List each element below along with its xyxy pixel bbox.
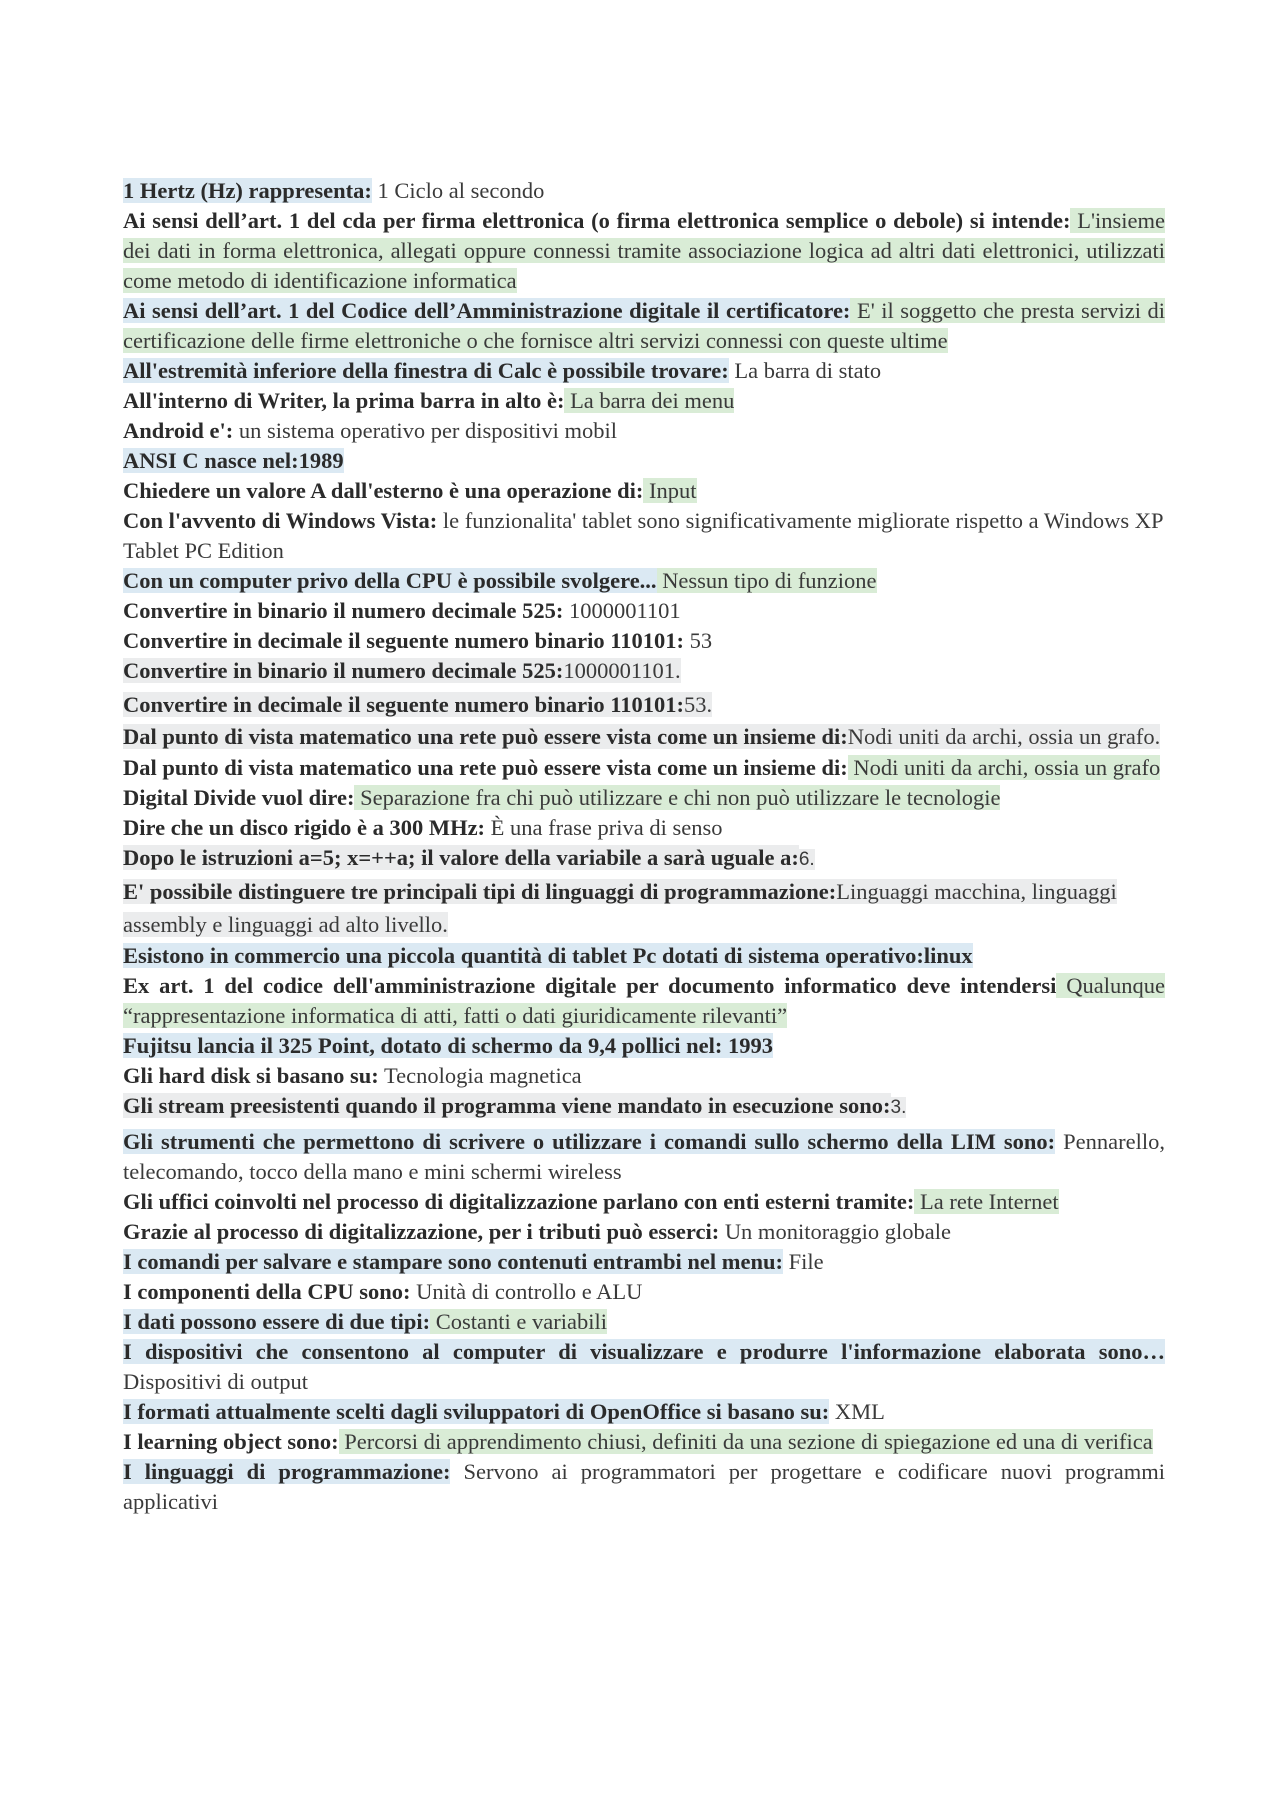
answer-text: 1000001101 <box>563 598 681 623</box>
answer-text: Input <box>643 478 697 503</box>
question-text: Gli stream preesistenti quando il programma viene mandato in esecuzione sono: <box>123 1093 891 1118</box>
answer-text: Servono ai programmatori per progettare e codificare nuovi programmi applicativi <box>123 1459 1165 1514</box>
question-text: All'interno di Writer, la prima barra in alto è: <box>123 388 565 413</box>
qa-item <box>123 386 1165 416</box>
qa-item <box>123 206 1165 296</box>
question-text: E' possibile distinguere tre principali tipi di linguaggi di programmazione: <box>123 879 837 904</box>
question-text: All'estremità inferiore della finestra di Calc è possibile trovare: <box>123 358 729 383</box>
answer-text: Un monitoraggio globale <box>719 1219 952 1244</box>
qa-item <box>123 1031 1165 1061</box>
question-text: I learning object sono: <box>123 1429 339 1454</box>
answer-text: La rete Internet <box>914 1189 1059 1214</box>
question-text: I componenti della CPU sono: <box>123 1279 411 1304</box>
qa-item <box>123 446 1165 476</box>
question-text: Digital Divide vuol dire: <box>123 785 355 810</box>
qa-item <box>123 506 1165 566</box>
question-text: Convertire in decimale il seguente numero binario 110101: <box>123 692 684 717</box>
qa-item <box>123 1397 1165 1427</box>
answer-text: Linguaggi macchina, linguaggi assembly e linguaggi ad alto livello. <box>123 879 1117 937</box>
answer-text: Qualunque “rappresentazione informatica di atti, fatti o dati giuridicamente rilevanti” <box>123 973 1165 1028</box>
qa-item <box>123 476 1165 506</box>
question-text: Ex art. 1 del codice dell'amministrazione digitale per documento informatico deve intendersi <box>123 973 1057 998</box>
qa-item <box>123 656 1165 686</box>
question-text: I dispositivi che consentono al computer di visualizzare e produrre l'informazione elaborata sono… <box>123 1339 1165 1364</box>
document-body <box>123 176 1165 1517</box>
answer-text: Nodi uniti da archi, ossia un grafo <box>847 755 1161 780</box>
answer-text: 6. <box>798 849 815 870</box>
question-text: Dal punto di vista matematico una rete può essere vista come un insieme di: <box>123 755 848 780</box>
question-text: Convertire in decimale il seguente numero binario 110101: <box>123 628 684 653</box>
question-text: Esistono in commercio una piccola quantità di tablet Pc dotati di sistema operativo:linux <box>123 943 973 968</box>
qa-item <box>123 1061 1165 1091</box>
answer-text: Nessun tipo di funzione <box>656 568 877 593</box>
answer-text: Nodi uniti da archi, ossia un grafo. <box>847 724 1161 749</box>
qa-item <box>123 813 1165 843</box>
question-text: Convertire in binario il numero decimale 525: <box>123 598 564 623</box>
question-text: Dire che un disco rigido è a 300 MHz: <box>123 815 486 840</box>
qa-item <box>123 690 1165 720</box>
qa-item <box>123 416 1165 446</box>
question-text: I formati attualmente scelti dagli sviluppatori di OpenOffice si basano su: <box>123 1399 830 1424</box>
qa-item <box>123 626 1165 656</box>
qa-item <box>123 1457 1165 1517</box>
qa-item <box>123 1217 1165 1247</box>
qa-item <box>123 971 1165 1031</box>
answer-text: Separazione fra chi può utilizzare e chi non può utilizzare le tecnologie <box>354 785 1001 810</box>
answer-text: E' il soggetto che presta servizi di certificazione delle firme elettroniche o che fornisce altri servizi connessi con queste ultime <box>123 298 1166 353</box>
answer-text: Unità di controllo e ALU <box>410 1279 643 1304</box>
qa-item <box>123 1427 1165 1457</box>
qa-item <box>123 941 1165 971</box>
question-text: I comandi per salvare e stampare sono contenuti entrambi nel menu: <box>123 1249 783 1274</box>
qa-item <box>123 843 1165 875</box>
question-text: Android e': <box>123 418 234 443</box>
qa-item <box>123 720 1165 753</box>
question-text: I linguaggi di programmazione: <box>123 1459 451 1484</box>
question-text: Gli uffici coinvolti nel processo di digitalizzazione parlano con enti esterni tramite: <box>123 1189 915 1214</box>
qa-item <box>123 1091 1165 1123</box>
qa-item <box>123 296 1165 356</box>
question-text: Chiedere un valore A dall'esterno è una operazione di: <box>123 478 644 503</box>
question-text: Dopo le istruzioni a=5; x=++a; il valore della variabile a sarà uguale a: <box>123 845 799 870</box>
question-text: Con l'avvento di Windows Vista: <box>123 508 438 533</box>
answer-text: La barra di stato <box>728 358 882 383</box>
qa-item <box>123 1337 1165 1397</box>
question-text: 1 Hertz (Hz) rappresenta: <box>123 178 372 203</box>
qa-item <box>123 1187 1165 1217</box>
qa-item <box>123 783 1165 813</box>
answer-text: XML <box>829 1399 885 1424</box>
answer-text: 53 <box>684 628 713 653</box>
question-text: Grazie al processo di digitalizzazione, per i tributi può esserci: <box>123 1219 720 1244</box>
answer-text: Dispositivi di output <box>123 1369 309 1394</box>
qa-item <box>123 753 1165 783</box>
answer-text: 1 Ciclo al secondo <box>371 178 545 203</box>
answer-text: 53. <box>684 692 713 717</box>
answer-text: Pennarello, telecomando, tocco della mano e mini schermi wireless <box>123 1129 1166 1184</box>
qa-item <box>123 1247 1165 1277</box>
question-text: Ai sensi dell’art. 1 del Codice dell’Amministrazione digitale il certificatore: <box>123 298 851 323</box>
question-text: Convertire in binario il numero decimale 525: <box>123 658 564 683</box>
question-text: I dati possono essere di due tipi: <box>123 1309 431 1334</box>
answer-text: Costanti e variabili <box>430 1309 607 1334</box>
answer-text: un sistema operativo per dispositivi mobil <box>233 418 617 443</box>
answer-text: File <box>782 1249 824 1274</box>
answer-text: 3. <box>890 1097 907 1118</box>
question-text: Ai sensi dell’art. 1 del cda per firma elettronica (o firma elettronica semplice o debole) si intende: <box>123 208 1071 233</box>
qa-item <box>123 596 1165 626</box>
answer-text: Percorsi di apprendimento chiusi, definiti da una sezione di spiegazione ed una di verifica <box>338 1429 1153 1454</box>
answer-text: È una frase priva di senso <box>485 815 723 840</box>
question-text: ANSI C nasce nel:1989 <box>123 448 344 473</box>
qa-item <box>123 176 1165 206</box>
question-text: Fujitsu lancia il 325 Point, dotato di schermo da 9,4 pollici nel: 1993 <box>123 1033 774 1058</box>
qa-item <box>123 1307 1165 1337</box>
qa-item <box>123 1127 1165 1187</box>
question-text: Dal punto di vista matematico una rete può essere vista come un insieme di: <box>123 724 848 749</box>
answer-text: Tecnologia magnetica <box>378 1063 582 1088</box>
answer-text: le funzionalita' tablet sono significativamente migliorate rispetto a Windows XP Tablet PC Edition <box>123 508 1163 563</box>
qa-item <box>123 1277 1165 1307</box>
qa-item <box>123 566 1165 596</box>
answer-text: L'insieme dei dati in forma elettronica, allegati oppure connessi tramite associazione logica ad altri dati elettronici, utilizzati come metodo di identificazione informatica <box>123 208 1165 293</box>
qa-item <box>123 356 1165 386</box>
question-text: Gli strumenti che permettono di scrivere o utilizzare i comandi sullo schermo della LIM sono: <box>123 1129 1056 1154</box>
answer-text: 1000001101. <box>563 658 681 683</box>
question-text: Con un computer privo della CPU è possibile svolgere... <box>123 568 657 593</box>
question-text: Gli hard disk si basano su: <box>123 1063 379 1088</box>
qa-item <box>123 875 1165 941</box>
answer-text: La barra dei menu <box>564 388 735 413</box>
